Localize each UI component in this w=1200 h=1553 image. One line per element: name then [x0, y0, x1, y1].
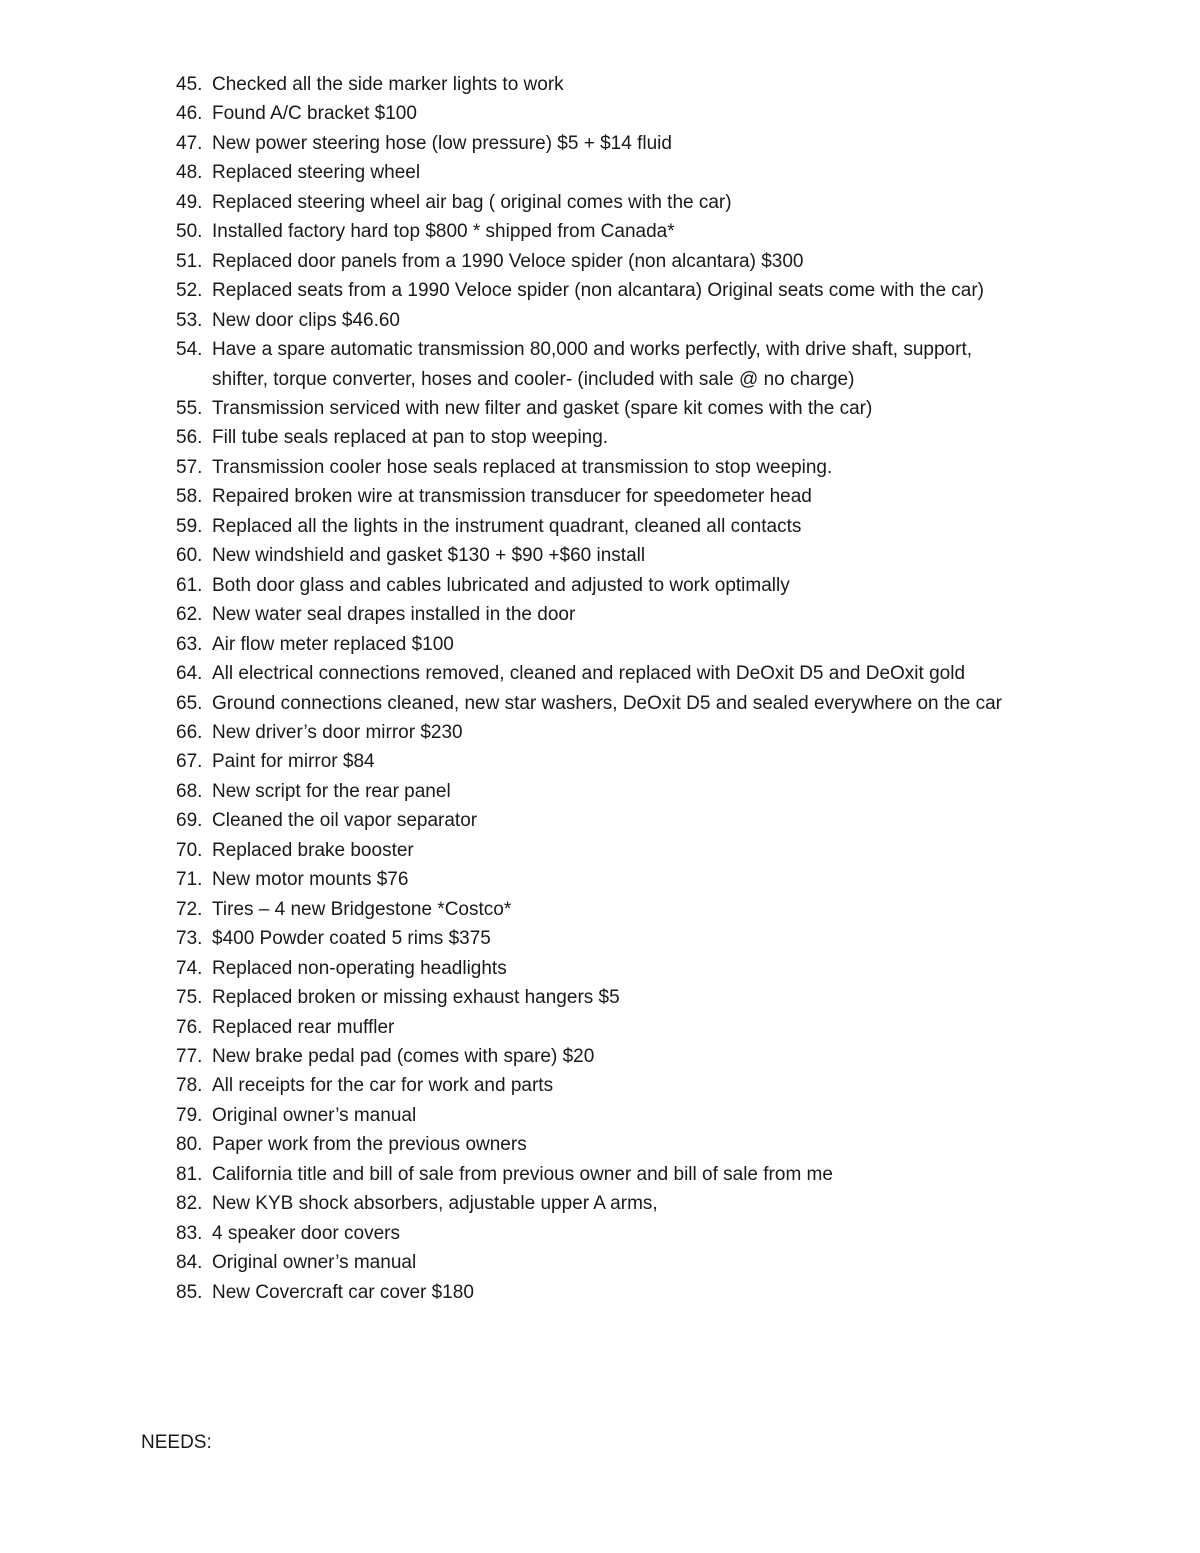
list-item [176, 394, 1056, 423]
list-item [176, 482, 1056, 511]
item-number: 59. [176, 515, 203, 537]
item-text: Replaced rear muffler [212, 1016, 395, 1038]
item-text: Replaced non-operating headlights [212, 957, 507, 979]
list-item [176, 865, 1056, 894]
list-item [176, 571, 1056, 600]
item-text: California title and bill of sale from previous owner and bill of sale from me [212, 1163, 833, 1185]
item-text: Replaced steering wheel air bag ( original comes with the car) [212, 191, 732, 213]
list-item [176, 335, 1056, 394]
list-item [176, 1130, 1056, 1159]
item-text: Installed factory hard top $800 * shipped from Canada* [212, 221, 675, 243]
item-text: Have a spare automatic transmission 80,000 and works perfectly, with drive shaft, support, shifter, torque converter, hoses and cooler- (included with sale @ no charge) [212, 339, 973, 390]
item-number: 83. [176, 1222, 203, 1244]
item-number: 57. [176, 456, 203, 478]
item-number: 76. [176, 1016, 203, 1038]
item-number: 47. [176, 132, 203, 154]
item-number: 64. [176, 663, 203, 685]
item-text: Original owner’s manual [212, 1104, 417, 1126]
item-number: 79. [176, 1104, 203, 1126]
item-number: 53. [176, 309, 203, 331]
item-text: Repaired broken wire at transmission transducer for speedometer head [212, 486, 812, 508]
list-item [176, 689, 1056, 718]
item-text: New brake pedal pad (comes with spare) $20 [212, 1045, 595, 1067]
item-number: 84. [176, 1252, 203, 1274]
list-item [176, 512, 1056, 541]
item-number: 81. [176, 1163, 203, 1185]
list-item [176, 1189, 1056, 1218]
list-item [176, 983, 1056, 1012]
item-number: 50. [176, 221, 203, 243]
list-item [176, 600, 1056, 629]
needs-heading: NEEDS: [141, 1432, 212, 1453]
list-item [176, 70, 1056, 99]
list-item [176, 1013, 1056, 1042]
item-number: 60. [176, 545, 203, 567]
list-item [176, 188, 1056, 217]
list-item [176, 747, 1056, 776]
item-number: 71. [176, 869, 203, 891]
item-text: Replaced door panels from a 1990 Veloce spider (non alcantara) $300 [212, 250, 804, 272]
item-text: Replaced all the lights in the instrument quadrant, cleaned all contacts [212, 515, 802, 537]
list-item [176, 1101, 1056, 1130]
item-text: Fill tube seals replaced at pan to stop weeping. [212, 427, 609, 449]
list-item [176, 158, 1056, 187]
list-item [176, 836, 1056, 865]
list-item [176, 276, 1056, 305]
item-text: Air flow meter replaced $100 [212, 633, 454, 655]
item-text: Replaced broken or missing exhaust hangers $5 [212, 987, 620, 1009]
item-text: Both door glass and cables lubricated and adjusted to work optimally [212, 574, 790, 596]
item-number: 45. [176, 74, 203, 95]
item-number: 69. [176, 810, 203, 832]
item-number: 54. [176, 339, 203, 361]
list-item [176, 718, 1056, 747]
item-text: Paper work from the previous owners [212, 1134, 527, 1156]
item-text: Replaced brake booster [212, 839, 414, 861]
item-text: Tires – 4 new Bridgestone *Costco* [212, 898, 512, 920]
item-text: 4 speaker door covers [212, 1222, 400, 1244]
item-number: 74. [176, 957, 203, 979]
item-number: 67. [176, 751, 203, 773]
item-number: 77. [176, 1045, 203, 1067]
list-item [176, 777, 1056, 806]
item-text: All electrical connections removed, cleaned and replaced with DeOxit D5 and DeOxit gold [212, 663, 966, 685]
item-number: 52. [176, 280, 203, 302]
list-item [176, 895, 1056, 924]
item-text: New door clips $46.60 [212, 309, 400, 331]
list-item [176, 1219, 1056, 1248]
item-number: 80. [176, 1134, 203, 1156]
list-item [176, 247, 1056, 276]
item-number: 61. [176, 574, 203, 596]
list-item [176, 659, 1056, 688]
list-item [176, 423, 1056, 452]
item-number: 75. [176, 987, 203, 1009]
item-number: 56. [176, 427, 203, 449]
item-text: Ground connections cleaned, new star washers, DeOxit D5 and sealed everywhere on the car [212, 692, 1002, 714]
item-number: 46. [176, 103, 203, 125]
list-item [176, 1071, 1056, 1100]
item-number: 85. [176, 1281, 203, 1303]
item-text: Found A/C bracket $100 [212, 103, 417, 125]
item-text: New water seal drapes installed in the door [212, 604, 576, 626]
item-text: New Covercraft car cover $180 [212, 1281, 474, 1303]
item-text: $400 Powder coated 5 rims $375 [212, 928, 491, 950]
item-number: 72. [176, 898, 203, 920]
item-text: Transmission serviced with new filter and gasket (spare kit comes with the car) [212, 397, 873, 419]
list-item [176, 541, 1056, 570]
item-number: 49. [176, 191, 203, 213]
item-number: 58. [176, 486, 203, 508]
item-text: New windshield and gasket $130 + $90 +$60 install [212, 545, 646, 567]
item-text: All receipts for the car for work and parts [212, 1075, 554, 1097]
item-number: 73. [176, 928, 203, 950]
item-number: 55. [176, 397, 203, 419]
item-text: Replaced seats from a 1990 Veloce spider (non alcantara) Original seats come with the car) [212, 280, 985, 302]
item-text: Checked all the side marker lights to work [212, 74, 564, 95]
work-list [176, 70, 1056, 1307]
item-number: 66. [176, 721, 203, 743]
item-number: 70. [176, 839, 203, 861]
list-item [176, 806, 1056, 835]
list-item [176, 306, 1056, 335]
item-text: Transmission cooler hose seals replaced at transmission to stop weeping. [212, 456, 833, 478]
item-text: New script for the rear panel [212, 780, 451, 802]
list-item [176, 1278, 1056, 1307]
item-number: 65. [176, 692, 203, 714]
item-number: 51. [176, 250, 203, 272]
item-text: Replaced steering wheel [212, 162, 421, 184]
list-item [176, 217, 1056, 246]
item-text: Cleaned the oil vapor separator [212, 810, 478, 832]
list-item [176, 630, 1056, 659]
list-item [176, 1248, 1056, 1277]
item-text: New power steering hose (low pressure) $5 + $14 fluid [212, 132, 672, 154]
item-number: 68. [176, 780, 203, 802]
item-text: New motor mounts $76 [212, 869, 409, 891]
list-item [176, 453, 1056, 482]
item-text: New driver’s door mirror $230 [212, 721, 463, 743]
list-item [176, 1042, 1056, 1071]
list-item [176, 99, 1056, 128]
item-number: 63. [176, 633, 203, 655]
list-item [176, 1160, 1056, 1189]
item-number: 78. [176, 1075, 203, 1097]
item-text: Original owner’s manual [212, 1252, 417, 1274]
item-number: 48. [176, 162, 203, 184]
item-number: 82. [176, 1193, 203, 1215]
list-item [176, 924, 1056, 953]
list-item [176, 129, 1056, 158]
item-text: New KYB shock absorbers, adjustable upper A arms, [212, 1193, 658, 1215]
item-text: Paint for mirror $84 [212, 751, 375, 773]
list-item [176, 954, 1056, 983]
item-number: 62. [176, 604, 203, 626]
